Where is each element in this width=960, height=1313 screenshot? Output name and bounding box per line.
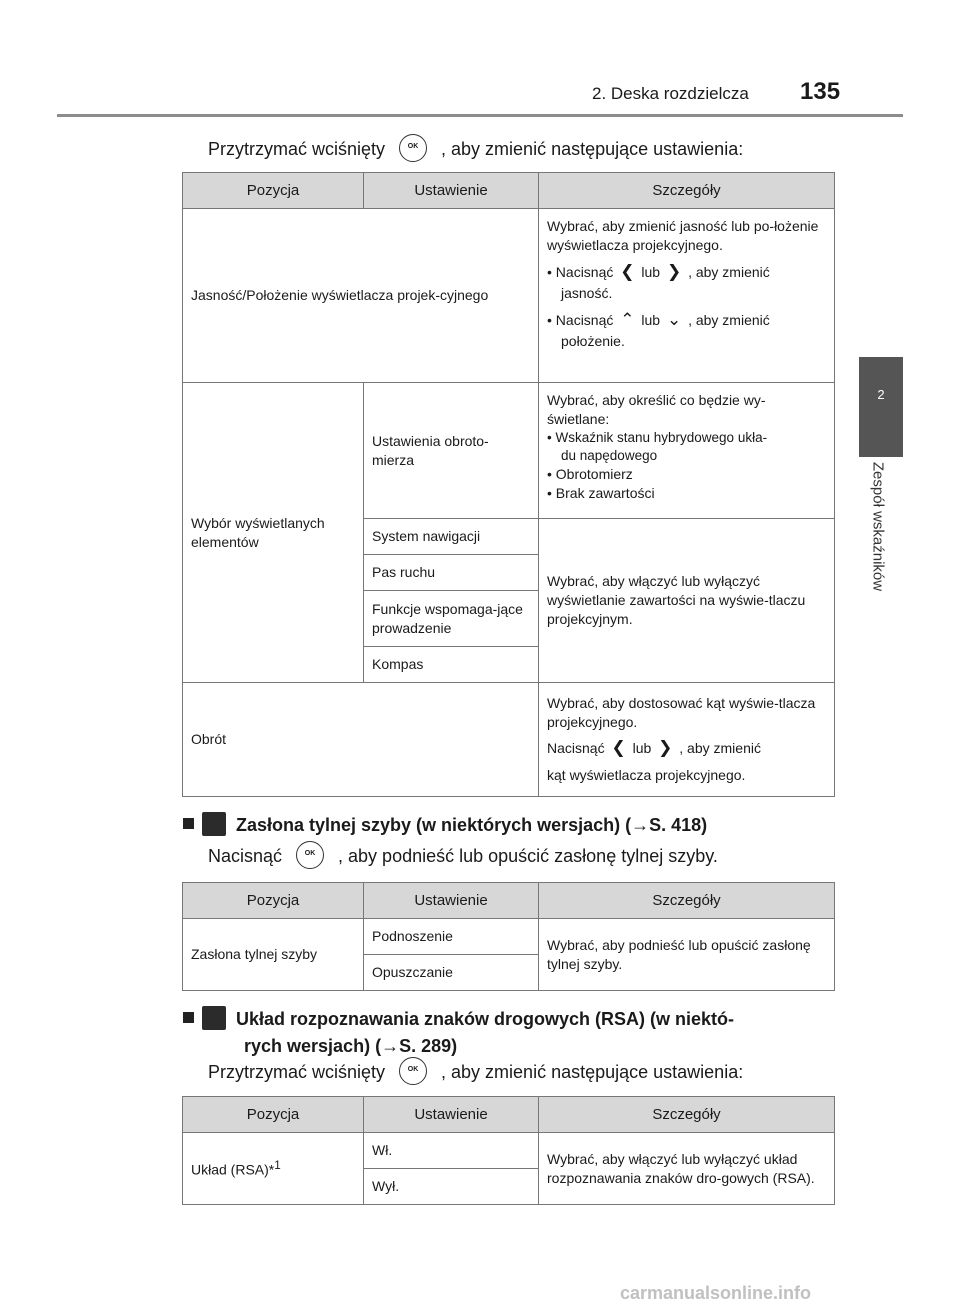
chevron-up-icon: ⌃ bbox=[620, 309, 635, 329]
cell-text: Funkcje wspomaga-jące prowadzenie bbox=[372, 600, 523, 636]
cell-on bbox=[364, 1133, 539, 1169]
cell-rear-shade-details bbox=[539, 919, 835, 991]
cell-text: Ustawienia obroto-mierza bbox=[372, 432, 489, 468]
bullet-text: • Nacisnąć bbox=[547, 263, 614, 280]
cell-compass bbox=[364, 647, 539, 683]
cell-text: Zasłona tylnej szyby bbox=[191, 946, 318, 963]
footnote-mark: 1 bbox=[274, 1158, 281, 1172]
cell-off bbox=[364, 1169, 539, 1205]
cell-text: Wybrać, aby włączyć lub wyłączyć wyświetlanie zawartości na wyświe-tlaczu projekcyjnym. bbox=[547, 573, 806, 627]
intro-text-2 bbox=[208, 843, 718, 871]
cell-text: System nawigacji bbox=[372, 528, 481, 545]
chevron-right-icon: ❯ bbox=[666, 261, 682, 281]
cell-brightness-position bbox=[183, 209, 539, 383]
intro-text-3 bbox=[208, 1059, 743, 1087]
col-header-details: Szczegóły bbox=[539, 173, 835, 209]
road-sign-icon bbox=[202, 1006, 226, 1030]
cell-tachometer-setting bbox=[364, 383, 539, 519]
ok-button-icon bbox=[399, 1057, 427, 1085]
intro-after: , aby zmienić następujące ustawienia: bbox=[441, 1061, 744, 1082]
col-header-position: Pozycja bbox=[183, 883, 364, 919]
details-text: • Obrotomierz bbox=[547, 466, 633, 483]
cell-text: Wybrać, aby włączyć lub wyłączyć układ rozpoznawania znaków dro-gowych (RSA). bbox=[547, 1150, 815, 1186]
cell-text: Układ (RSA)* bbox=[191, 1161, 275, 1178]
col-header-details: Szczegóły bbox=[539, 1097, 835, 1133]
cell-text: Podnoszenie bbox=[372, 928, 453, 945]
cell-text: Wybrać, aby podnieść lub opuścić zasłonę tylnej szyby. bbox=[547, 936, 811, 972]
ok-button-icon bbox=[399, 134, 427, 162]
details-text: Wybrać, aby zmienić jasność lub po-łożenie wyświetlacza projekcyjnego. bbox=[547, 218, 819, 253]
bullet-brightness bbox=[547, 261, 826, 284]
cell-brightness-details bbox=[539, 209, 835, 383]
rotation-press bbox=[547, 737, 826, 760]
cell-display-items bbox=[183, 383, 364, 683]
header-section-title: 2. Deska rozdzielcza bbox=[592, 84, 749, 103]
details-text: kąt wyświetlacza projekcyjnego. bbox=[547, 767, 746, 784]
intro-after: , aby podnieść lub opuścić zasłonę tylnej szyby. bbox=[338, 845, 718, 866]
lub-text: lub bbox=[641, 263, 661, 280]
cell-text: Wył. bbox=[372, 1178, 400, 1195]
cell-driving-assist bbox=[364, 591, 539, 647]
chapter-tab bbox=[859, 357, 903, 457]
cell-lower bbox=[364, 955, 539, 991]
section-ref: S. 289) bbox=[399, 1036, 458, 1056]
details-text: • Brak zawartości bbox=[547, 485, 655, 502]
chapter-title: Zespół wskaźników bbox=[869, 461, 887, 592]
cell-toggle-details bbox=[539, 519, 835, 683]
settings-table-rear-shade bbox=[182, 882, 835, 991]
bullet-text: , aby zmienić bbox=[688, 263, 770, 280]
cell-text: Wł. bbox=[372, 1142, 393, 1159]
intro-before: Przytrzymać wciśnięty bbox=[208, 138, 386, 159]
intro-after: , aby zmienić następujące ustawienia: bbox=[441, 138, 744, 159]
bullet-text: • Nacisnąć bbox=[547, 311, 614, 328]
cell-rotation bbox=[183, 683, 539, 797]
bullet-square-icon bbox=[183, 818, 194, 829]
bullet-cont: położenie. bbox=[561, 332, 625, 349]
cell-rear-shade bbox=[183, 919, 364, 991]
ok-button-icon bbox=[296, 841, 324, 869]
cell-rsa-details bbox=[539, 1133, 835, 1205]
section-title: Układ rozpoznawania znaków drogowych (RSA) (w niektó- bbox=[236, 1009, 735, 1029]
col-header-setting: Ustawienie bbox=[364, 173, 539, 209]
cell-raise bbox=[364, 919, 539, 955]
col-header-details: Szczegóły bbox=[539, 883, 835, 919]
arrow-icon: → bbox=[381, 1036, 400, 1056]
details-text: • Wskaźnik stanu hybrydowego ukła- bbox=[547, 429, 768, 445]
col-header-position: Pozycja bbox=[183, 1097, 364, 1133]
ok-label: OK bbox=[407, 1066, 419, 1073]
ok-label: OK bbox=[407, 143, 419, 150]
settings-table-hud bbox=[182, 172, 835, 797]
cell-text: Opuszczanie bbox=[372, 964, 453, 981]
cell-navigation bbox=[364, 519, 539, 555]
cell-rsa bbox=[183, 1133, 364, 1205]
rear-shade-icon bbox=[202, 812, 226, 836]
lub-text: lub bbox=[632, 740, 652, 757]
cell-text: Jasność/Położenie wyświetlacza projek-cyjnego bbox=[191, 287, 489, 304]
header-rule bbox=[57, 114, 903, 117]
section-title: Zasłona tylnej szyby (w niektórych wersjach) ( bbox=[236, 815, 632, 835]
intro-before: Przytrzymać wciśnięty bbox=[208, 1061, 386, 1082]
cell-rotation-details bbox=[539, 683, 835, 797]
cell-text: Wybór wyświetlanych elementów bbox=[191, 514, 325, 550]
cell-text: Kompas bbox=[372, 656, 424, 673]
arrow-icon: → bbox=[631, 815, 650, 835]
intro-before: Nacisnąć bbox=[208, 845, 283, 866]
col-header-setting: Ustawienie bbox=[364, 1097, 539, 1133]
chevron-left-icon: ❮ bbox=[611, 738, 626, 758]
details-text: Nacisnąć bbox=[547, 740, 605, 757]
settings-table-rsa bbox=[182, 1096, 835, 1205]
section-rear-shade-heading bbox=[183, 812, 707, 836]
section-rsa-heading bbox=[183, 1006, 734, 1060]
bullet-position bbox=[547, 309, 826, 332]
cell-tachometer-details bbox=[539, 383, 835, 519]
details-text: du napędowego bbox=[561, 448, 658, 463]
lub-text: lub bbox=[641, 311, 661, 328]
intro-text-1 bbox=[208, 136, 743, 164]
chapter-number: 2 bbox=[877, 387, 885, 402]
chevron-right-icon: ❯ bbox=[658, 738, 673, 758]
cell-lane bbox=[364, 555, 539, 591]
details-text: , aby zmienić bbox=[679, 740, 761, 757]
page-number: 135 bbox=[800, 78, 841, 105]
chevron-down-icon: ⌄ bbox=[666, 309, 682, 329]
col-header-position: Pozycja bbox=[183, 173, 364, 209]
col-header-setting: Ustawienie bbox=[364, 883, 539, 919]
cell-text: Pas ruchu bbox=[372, 564, 436, 581]
details-text: Wybrać, aby określić co będzie wy-świetlane: bbox=[547, 392, 766, 427]
cell-text: Obrót bbox=[191, 731, 227, 748]
section-ref: S. 418) bbox=[649, 815, 708, 835]
chevron-left-icon: ❮ bbox=[620, 261, 635, 281]
bullet-text: , aby zmienić bbox=[688, 311, 770, 328]
watermark: carmanualsonline.info bbox=[620, 1283, 812, 1303]
section-title: rych wersjach) ( bbox=[244, 1036, 382, 1056]
ok-label: OK bbox=[304, 850, 316, 857]
details-text: Wybrać, aby dostosować kąt wyświe-tlacza projekcyjnego. bbox=[547, 694, 816, 730]
bullet-cont: jasność. bbox=[561, 284, 613, 301]
bullet-square-icon bbox=[183, 1012, 194, 1023]
